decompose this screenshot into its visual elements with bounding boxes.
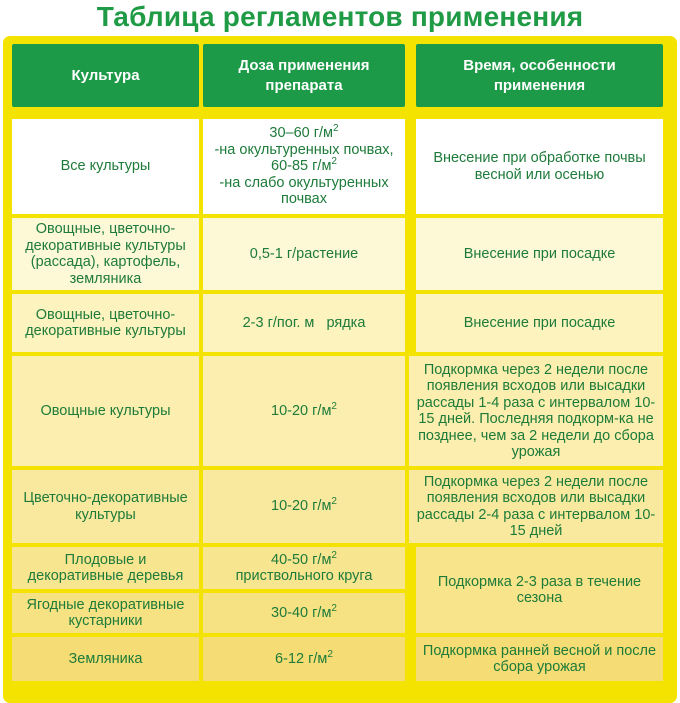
- table-row-0-culture: [12, 119, 199, 214]
- superscript-2: 2: [331, 496, 337, 508]
- table-row-2-time: [416, 294, 663, 352]
- culture-text: Овощные культуры: [40, 402, 171, 419]
- dose-text: 10-20 г/м: [271, 498, 332, 515]
- table-row-0-time: [416, 119, 663, 214]
- table-row-1-dose: [203, 218, 405, 290]
- table-row-3-dose: [203, 356, 405, 466]
- time-text: Внесение при обработке почвы весной или осенью: [433, 150, 646, 183]
- dose-text: 60-85 г/м: [271, 158, 332, 175]
- header-dose-line1: Доза применения: [238, 56, 370, 74]
- superscript-2: 2: [331, 156, 337, 168]
- table-row-3-culture: [12, 356, 199, 466]
- table-row-7-culture: [12, 637, 199, 681]
- table-row-6-dose: [203, 593, 405, 633]
- table-row-1-time: [416, 218, 663, 290]
- table-row-4-culture: [12, 470, 199, 543]
- time-text: Внесение при посадке: [463, 314, 616, 331]
- table-row-2-dose: [203, 294, 405, 352]
- dose-text: 30–60 г/м: [269, 125, 334, 142]
- dose-text: -на окультуренных почвах,: [214, 141, 394, 158]
- dose-text: 40-50 г/м: [271, 551, 332, 568]
- culture-text: Земляника: [68, 650, 143, 667]
- table-row-6-culture: [12, 593, 199, 633]
- dose-text: 6-12 г/м: [275, 650, 328, 667]
- header-time-line2: применения: [493, 76, 586, 94]
- dose-text: 10-20 г/м: [271, 402, 332, 419]
- time-text: Подкормка через 2 недели после появления всходов или высадки рассады 2-4 раза с интервалом 10-15 дней: [416, 473, 656, 539]
- table-row-3-time: [409, 356, 663, 466]
- table-row-5-6-time: [416, 547, 663, 633]
- dose-text: 0,5-1 г/растение: [249, 245, 359, 262]
- header-time: [416, 44, 663, 107]
- dose-text: почвах: [280, 191, 327, 208]
- culture-text: Все культуры: [60, 158, 151, 175]
- time-text: Подкормка ранней весной и после сбора урожая: [422, 642, 657, 675]
- table-row-4-time: [409, 470, 663, 543]
- header-culture: [12, 44, 199, 107]
- header-dose-line2: препарата: [265, 76, 343, 94]
- culture-text: Ягодные декоративные кустарники: [26, 596, 185, 629]
- page-title: Таблица регламентов применения: [96, 1, 584, 32]
- table-row-1-culture: [12, 218, 199, 290]
- table-row-2-culture: [12, 294, 199, 352]
- time-text: Подкормка 2-3 раза в течение сезона: [437, 573, 642, 606]
- table-row-0-dose: [203, 119, 405, 214]
- header-dose: [203, 44, 405, 107]
- header-time-line1: Время, особенности: [463, 56, 616, 74]
- table-row-7-dose: [203, 637, 405, 681]
- culture-text: Овощные, цветочно-декоративные культуры (рассада), картофель, земляника: [25, 221, 186, 287]
- superscript-2: 2: [331, 602, 337, 614]
- regulations-table: [3, 36, 677, 703]
- culture-text: Плодовые и декоративные деревья: [27, 551, 184, 584]
- dose-text: 30-40 г/м: [271, 604, 332, 621]
- time-text: Подкормка через 2 недели после появления всходов или высадки рассады 1-4 раза с интервалом 10-15 дней. Последняя подкорм-ка не позднее, чем за 2 недели до сбора урожая: [416, 361, 656, 460]
- table-row-5-dose: [203, 547, 405, 589]
- dose-text: приствольного круга: [235, 568, 373, 584]
- superscript-2: 2: [331, 400, 337, 412]
- table-row-7-time: [416, 637, 663, 681]
- dose-text: -на слабо окультуренных: [219, 174, 389, 191]
- superscript-2: 2: [327, 648, 333, 660]
- superscript-2: 2: [333, 123, 339, 135]
- header-culture-label: Культура: [71, 66, 140, 84]
- table-row-5-culture: [12, 547, 199, 589]
- culture-text: Овощные, цветочно-декоративные культуры: [25, 306, 186, 339]
- time-text: Внесение при посадке: [463, 245, 616, 262]
- culture-text: Цветочно-декоративные культуры: [23, 490, 188, 523]
- table-row-4-dose: [203, 470, 405, 543]
- superscript-2: 2: [331, 549, 337, 561]
- dose-text: 2-3 г/пог. м рядка: [242, 314, 366, 331]
